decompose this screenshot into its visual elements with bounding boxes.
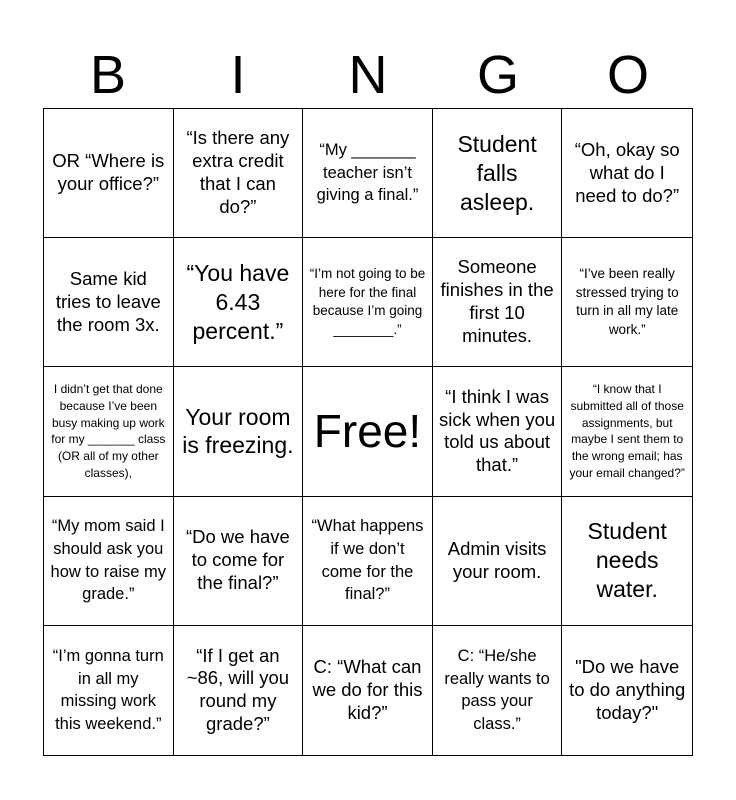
bingo-cell[interactable]: “I’m gonna turn in all my missing work this weekend.” bbox=[44, 626, 174, 755]
bingo-cell[interactable]: “You have 6.43 percent.” bbox=[174, 238, 304, 367]
bingo-cell[interactable]: “My mom said I should ask you how to raise my grade.” bbox=[44, 497, 174, 626]
bingo-cell[interactable]: “My _______ teacher isn’t giving a final.” bbox=[303, 109, 433, 238]
bingo-cell[interactable]: “What happens if we don’t come for the final?” bbox=[303, 497, 433, 626]
bingo-cell[interactable]: C: “What can we do for this kid?” bbox=[303, 626, 433, 755]
bingo-cell[interactable]: “Is there any extra credit that I can do?” bbox=[174, 109, 304, 238]
bingo-cell[interactable]: “If I get an ~86, will you round my grade?” bbox=[174, 626, 304, 755]
header-letter-o: O bbox=[606, 45, 649, 105]
bingo-header bbox=[43, 42, 693, 108]
bingo-cell[interactable]: “Do we have to come for the final?” bbox=[174, 497, 304, 626]
header-letter-i: I bbox=[230, 45, 246, 105]
bingo-cell[interactable]: “I think I was sick when you told us about that.” bbox=[433, 367, 563, 496]
bingo-cell[interactable]: Student falls asleep. bbox=[433, 109, 563, 238]
bingo-cell[interactable]: Admin visits your room. bbox=[433, 497, 563, 626]
bingo-cell[interactable]: “I know that I submitted all of those assignments, but maybe I sent them to the wrong email; has your email changed?” bbox=[562, 367, 692, 496]
bingo-cell[interactable]: Your room is freezing. bbox=[174, 367, 304, 496]
bingo-cell[interactable]: “I’m not going to be here for the final because I’m going ________.” bbox=[303, 238, 433, 367]
header-letter-g: G bbox=[476, 45, 519, 105]
bingo-cell[interactable]: I didn’t get that done because I’ve been busy making up work for my _______ class (OR all of my other classes), bbox=[44, 367, 174, 496]
bingo-cell[interactable]: Same kid tries to leave the room 3x. bbox=[44, 238, 174, 367]
bingo-cell[interactable]: “Oh, okay so what do I need to do?” bbox=[562, 109, 692, 238]
header-letter-b: B bbox=[89, 45, 127, 105]
bingo-cell[interactable]: OR “Where is your office?” bbox=[44, 109, 174, 238]
bingo-cell[interactable]: C: “He/she really wants to pass your class.” bbox=[433, 626, 563, 755]
bingo-cell[interactable]: Someone finishes in the first 10 minutes. bbox=[433, 238, 563, 367]
free-space-cell[interactable]: Free! bbox=[303, 367, 433, 496]
bingo-grid bbox=[43, 108, 693, 756]
bingo-cell[interactable]: "Do we have to do anything today?" bbox=[569, 655, 686, 723]
bingo-cell[interactable]: Student needs water. bbox=[562, 497, 692, 626]
header-letter-n: N bbox=[348, 45, 388, 105]
bingo-cell[interactable]: “I’ve been really stressed trying to turn in all my late work.” bbox=[562, 238, 692, 367]
